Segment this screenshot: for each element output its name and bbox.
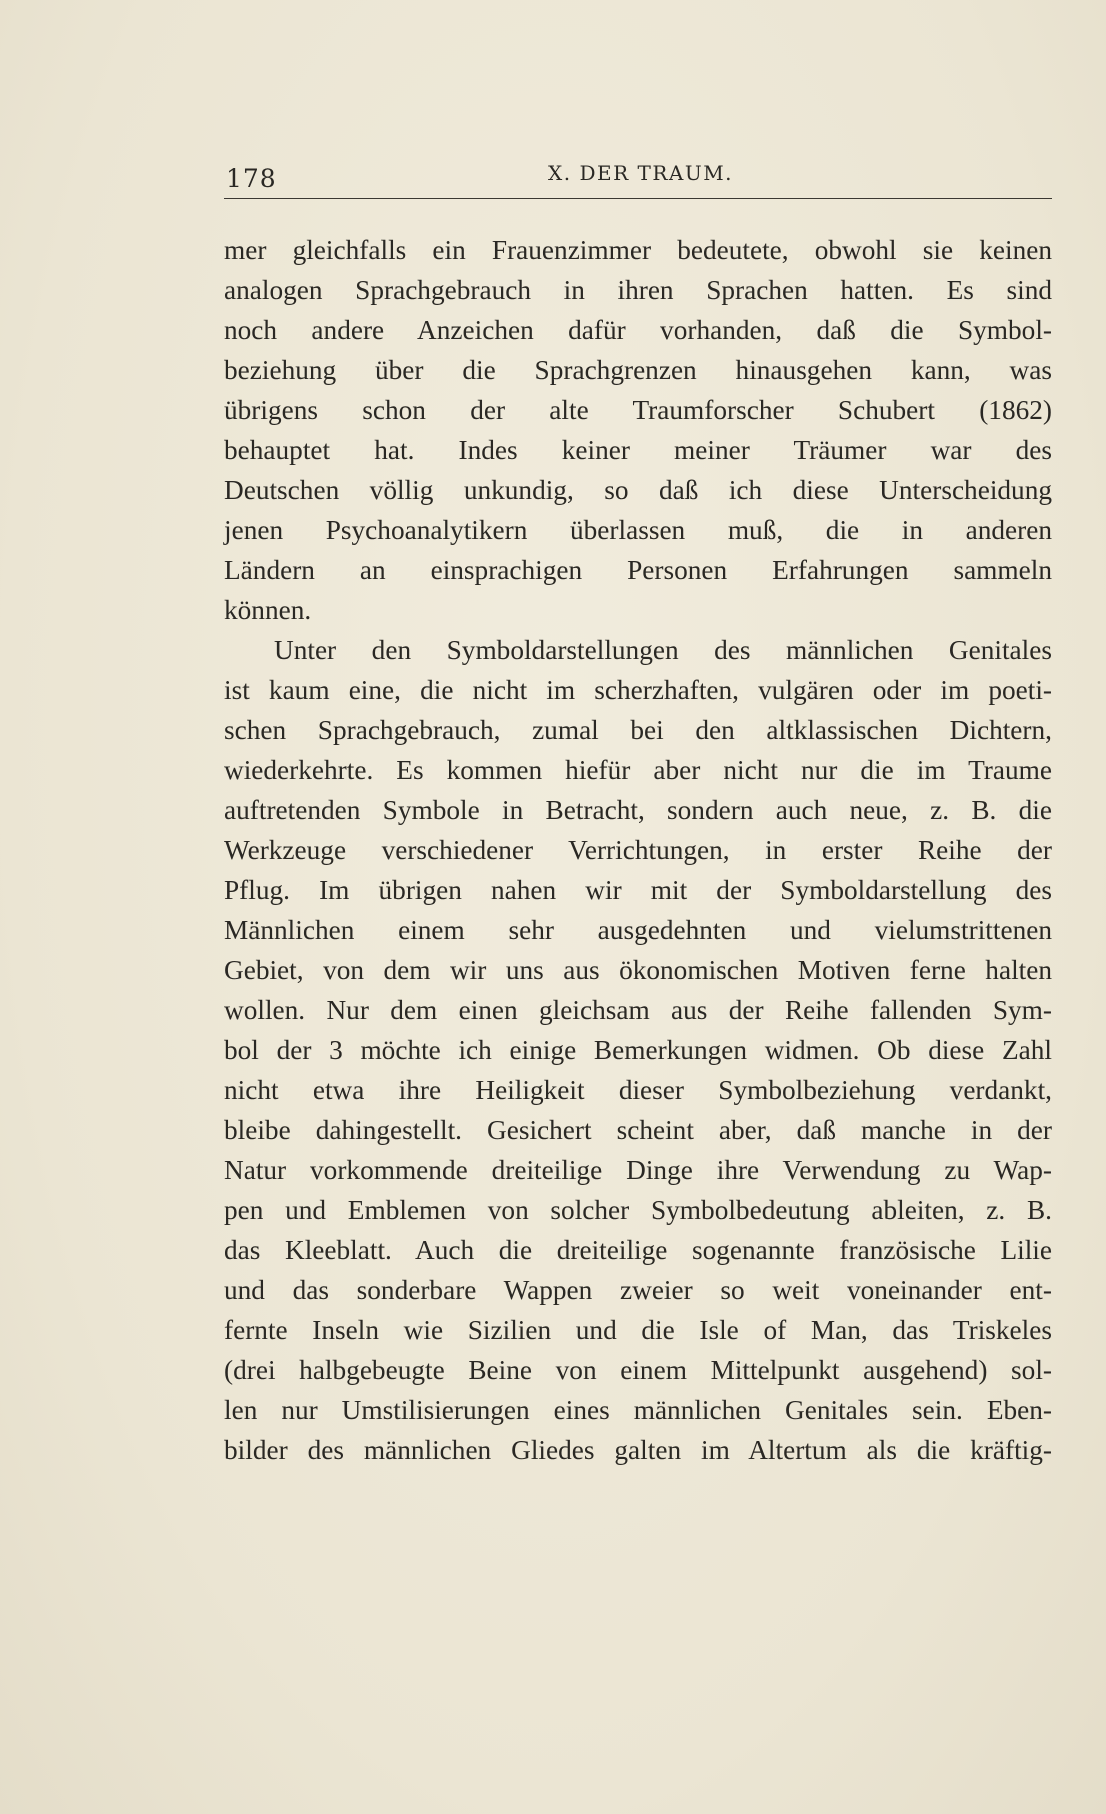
body-text <box>224 230 1052 1470</box>
text-line: Pflug. Im übrigen nahen wir mit der Symboldarstellung des <box>224 875 1052 905</box>
text-line: Unter den Symboldarstellungen des männlichen Genitales <box>274 635 1052 665</box>
text-line: Werkzeuge verschiedener Verrichtungen, in erster Reihe der <box>224 835 1052 865</box>
text-line: behauptet hat. Indes keiner meiner Träumer war des <box>224 435 1052 465</box>
text-line: analogen Sprachgebrauch in ihren Sprachen hatten. Es sind <box>224 275 1052 305</box>
text-line: pen und Emblemen von solcher Symbolbedeutung ableiten, z. B. <box>224 1195 1052 1225</box>
text-line: bilder des männlichen Gliedes galten im Altertum als die kräftig- <box>224 1435 1052 1465</box>
text-line: auftretenden Symbole in Betracht, sondern auch neue, z. B. die <box>224 795 1052 825</box>
text-line: nicht etwa ihre Heiligkeit dieser Symbolbeziehung verdankt, <box>224 1075 1052 1105</box>
text-line: wiederkehrte. Es kommen hiefür aber nicht nur die im Traume <box>224 755 1052 785</box>
text-line: bol der 3 möchte ich einige Bemerkungen widmen. Ob diese Zahl <box>224 1035 1052 1065</box>
text-line: Gebiet, von dem wir uns aus ökonomischen Motiven ferne halten <box>224 955 1052 985</box>
text-line: schen Sprachgebrauch, zumal bei den altklassischen Dichtern, <box>224 715 1052 745</box>
text-line: mer gleichfalls ein Frauenzimmer bedeutete, obwohl sie keinen <box>224 235 1052 265</box>
text-line: fernte Inseln wie Sizilien und die Isle of Man, das Triskeles <box>224 1315 1052 1345</box>
page-header <box>224 156 1052 199</box>
text-line: Deutschen völlig unkundig, so daß ich diese Unterscheidung <box>224 475 1052 505</box>
text-line: das Kleeblatt. Auch die dreiteilige sogenannte französische Lilie <box>224 1235 1052 1265</box>
text-line: Ländern an einsprachigen Personen Erfahrungen sammeln <box>224 555 1052 585</box>
text-line: Männlichen einem sehr ausgedehnten und vielumstrittenen <box>224 915 1052 945</box>
text-line: übrigens schon der alte Traumforscher Schubert (1862) <box>224 395 1052 425</box>
text-line: und das sonderbare Wappen zweier so weit voneinander ent- <box>224 1275 1052 1305</box>
page-number: 178 <box>226 164 277 193</box>
text-line: bleibe dahingestellt. Gesichert scheint aber, daß manche in der <box>224 1115 1052 1145</box>
text-line: jenen Psychoanalytikern überlassen muß, die in anderen <box>224 515 1052 545</box>
running-title: X. DER TRAUM. <box>548 161 734 185</box>
text-line: Natur vorkommende dreiteilige Dinge ihre Verwendung zu Wap- <box>224 1155 1052 1185</box>
text-line: noch andere Anzeichen dafür vorhanden, daß die Symbol- <box>224 315 1052 345</box>
text-line: (drei halbgebeugte Beine von einem Mittelpunkt ausgehend) sol- <box>224 1355 1052 1385</box>
text-line: ist kaum eine, die nicht im scherzhaften, vulgären oder im poeti- <box>224 675 1052 705</box>
text-line: wollen. Nur dem einen gleichsam aus der Reihe fallenden Sym- <box>224 995 1052 1025</box>
text-line: können. <box>224 595 312 625</box>
text-line: beziehung über die Sprachgrenzen hinausgehen kann, was <box>224 355 1052 385</box>
text-line: len nur Umstilisierungen eines männlichen Genitales sein. Eben- <box>224 1395 1052 1425</box>
